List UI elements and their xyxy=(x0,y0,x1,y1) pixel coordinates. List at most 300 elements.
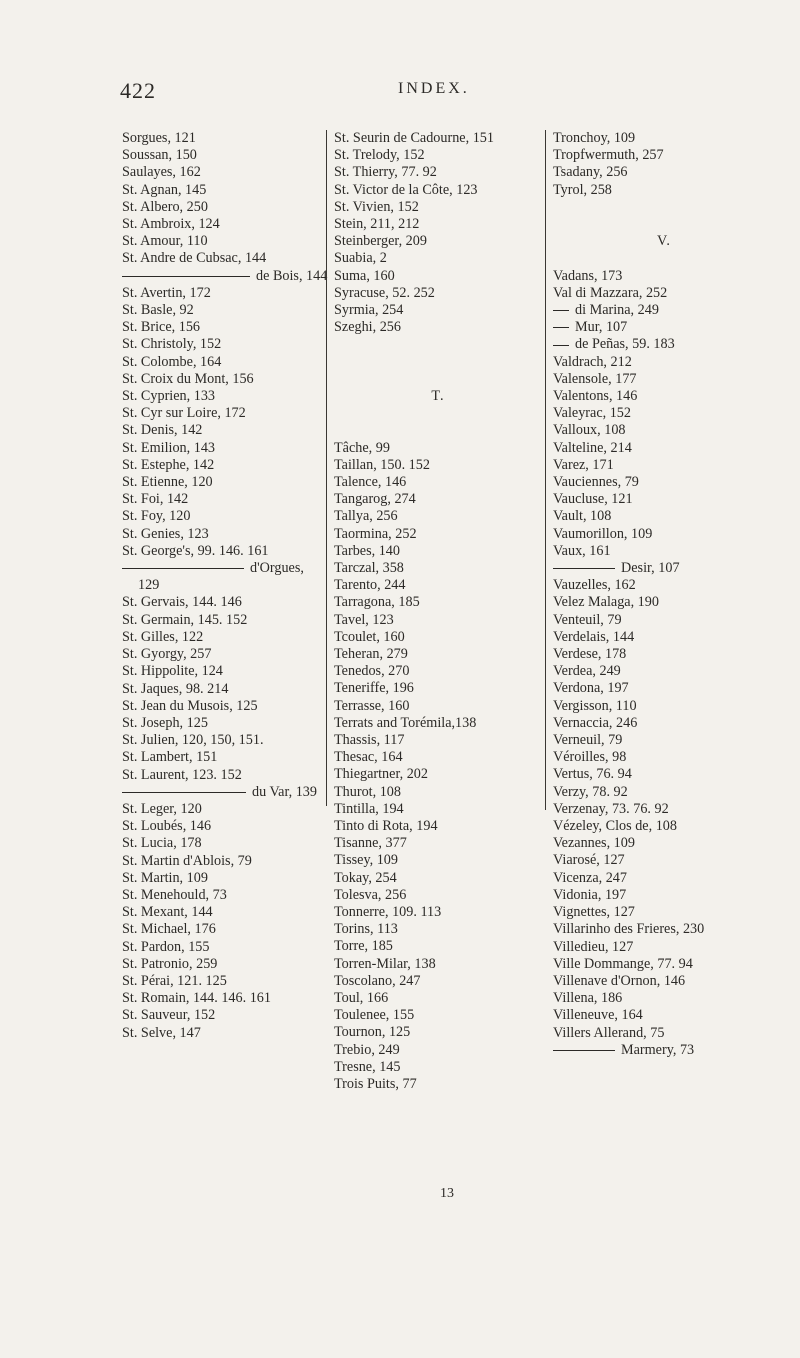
index-entry xyxy=(122,526,322,543)
index-entry-text: Thiegartner, 202 xyxy=(334,766,428,783)
index-entry xyxy=(553,680,775,697)
index-entry-text: St. Gervais, 144. 146 xyxy=(122,594,242,611)
index-entry-text: St. Jaques, 98. 214 xyxy=(122,680,229,697)
index-entry-text: St. Amour, 110 xyxy=(122,233,208,250)
index-entry-text: du Var, 139 xyxy=(252,783,317,800)
index-entry-text: Saulayes, 162 xyxy=(122,164,201,181)
index-entry-text: Valteline, 214 xyxy=(553,439,632,456)
index-entry-text: Vicenza, 247 xyxy=(553,869,627,886)
index-entry-text: Teheran, 279 xyxy=(334,646,408,663)
index-column-2 xyxy=(334,130,542,1093)
index-entry-text: Venteuil, 79 xyxy=(553,611,622,628)
index-entry xyxy=(122,870,322,887)
index-entry xyxy=(553,904,775,921)
index-entry xyxy=(122,491,322,508)
index-entry xyxy=(334,164,542,181)
index-entry-text: Tarento, 244 xyxy=(334,577,406,594)
index-entry xyxy=(334,1076,542,1093)
ditto-dash xyxy=(553,568,615,569)
index-entry-text: Taormina, 252 xyxy=(334,525,417,542)
index-entry xyxy=(122,199,322,216)
index-entry xyxy=(334,1007,542,1024)
index-entry-text: St. Hippolite, 124 xyxy=(122,663,223,680)
index-entry-text: Villena, 186 xyxy=(553,990,623,1007)
index-entry xyxy=(553,336,775,353)
running-head: INDEX. xyxy=(398,80,470,97)
index-entry xyxy=(122,698,322,715)
index-entry-text: Vaumorillon, 109 xyxy=(553,525,653,542)
index-entry-text: Trebio, 249 xyxy=(334,1041,400,1058)
index-entry xyxy=(122,457,322,474)
index-entry-text: Vignettes, 127 xyxy=(553,904,635,921)
index-entry xyxy=(122,921,322,938)
index-entry-text: St. Foi, 142 xyxy=(122,491,189,508)
index-entry-text: Vertus, 76. 94 xyxy=(553,766,632,783)
index-entry-text: Szeghi, 256 xyxy=(334,319,401,336)
index-entry-text: Tarragona, 185 xyxy=(334,594,420,611)
index-entry-text: St. Mexant, 144 xyxy=(122,904,213,921)
index-entry xyxy=(122,663,322,680)
index-entry xyxy=(553,715,775,732)
index-entry xyxy=(334,904,542,921)
index-entry xyxy=(553,852,775,869)
index-entry-text: St. Patronio, 259 xyxy=(122,955,218,972)
index-entry-text: Verzy, 78. 92 xyxy=(553,783,628,800)
index-entry-text: Steinberger, 209 xyxy=(334,233,427,250)
index-entry-text: Suabia, 2 xyxy=(334,250,387,267)
index-entry xyxy=(553,835,775,852)
index-entry xyxy=(553,629,775,646)
index-entry xyxy=(334,887,542,904)
index-entry-text: Viarosé, 127 xyxy=(553,852,625,869)
index-entry-text: Stein, 211, 212 xyxy=(334,216,420,233)
index-entry-text: St. Genies, 123 xyxy=(122,525,209,542)
index-entry-text: Valeyrac, 152 xyxy=(553,405,631,422)
index-entry-text: Mur, 107 xyxy=(575,319,628,336)
index-entry xyxy=(122,646,322,663)
index-entry-text: St. Leger, 120 xyxy=(122,800,202,817)
index-entry-text: St. Croix du Mont, 156 xyxy=(122,370,254,387)
index-entry xyxy=(122,508,322,525)
index-entry-text: Terrasse, 160 xyxy=(334,697,410,714)
index-entry-text: Tavel, 123 xyxy=(334,611,394,628)
ditto-dash xyxy=(553,1050,615,1051)
index-entry-text: Toscolano, 247 xyxy=(334,972,421,989)
index-entry xyxy=(553,130,775,147)
index-entry-text: Vaux, 161 xyxy=(553,542,611,559)
index-entry xyxy=(334,233,542,250)
index-entry xyxy=(122,267,328,285)
index-entry-text: Vezannes, 109 xyxy=(553,835,635,852)
index-entry-text: Tresne, 145 xyxy=(334,1058,401,1075)
index-entry xyxy=(553,457,775,474)
index-entry-text: St. Cyprien, 133 xyxy=(122,388,216,405)
index-entry-text: St. Martin, 109 xyxy=(122,869,208,886)
index-entry-text: St. Gilles, 122 xyxy=(122,628,204,645)
index-entry xyxy=(553,285,775,302)
index-entry xyxy=(334,870,542,887)
index-entry-text: St. Etienne, 120 xyxy=(122,474,213,491)
index-entry-text: Varez, 171 xyxy=(553,456,614,473)
index-entry-text: Verzenay, 73. 76. 92 xyxy=(553,800,669,817)
index-entry xyxy=(334,474,542,491)
index-entry xyxy=(122,801,322,818)
index-entry xyxy=(122,990,322,1007)
index-entry xyxy=(334,921,542,938)
section-letter: T. xyxy=(431,388,445,404)
index-entry-text: Syrmia, 254 xyxy=(334,302,404,319)
index-entry-text: St. Albero, 250 xyxy=(122,198,208,215)
index-entry xyxy=(122,853,322,870)
index-entry-text: St. Lambert, 151 xyxy=(122,749,218,766)
index-entry-text: Vaucluse, 121 xyxy=(553,491,633,508)
index-entry xyxy=(334,698,542,715)
index-entry-text: St. Victor de la Côte, 123 xyxy=(334,181,478,198)
index-entry xyxy=(334,543,542,560)
index-entry xyxy=(122,939,322,956)
index-entry xyxy=(122,973,322,990)
index-entry-text: St. Laurent, 123. 152 xyxy=(122,766,242,783)
index-entry-text: St. Agnan, 145 xyxy=(122,181,207,198)
index-entry-text: St. Germain, 145. 152 xyxy=(122,611,248,628)
index-entry xyxy=(122,440,322,457)
index-entry xyxy=(122,767,322,784)
index-entry-text: Tisanne, 377 xyxy=(334,835,407,852)
index-entry xyxy=(334,302,542,319)
index-entry xyxy=(334,577,542,594)
index-entry-text: St. Andre de Cubsac, 144 xyxy=(122,250,267,267)
index-entry-text: Vauzelles, 162 xyxy=(553,577,636,594)
index-entry-text: Terrats and Torémila,138 xyxy=(334,714,477,731)
index-entry-text: Talence, 146 xyxy=(334,473,407,490)
page-header xyxy=(0,78,800,108)
index-entry-text: St. Denis, 142 xyxy=(122,422,203,439)
index-entry xyxy=(553,371,775,388)
index-entry xyxy=(553,801,775,818)
index-entry-text: Thassis, 117 xyxy=(334,732,405,749)
ditto-dash xyxy=(553,327,569,328)
index-entry xyxy=(334,973,542,990)
index-entry xyxy=(334,285,542,302)
index-entry xyxy=(122,164,322,181)
index-entry xyxy=(553,1042,775,1059)
index-entry-text: Villenave d'Ornon, 146 xyxy=(553,972,686,989)
index-entry-text: St. Gyorgy, 257 xyxy=(122,646,212,663)
index-entry-text: St. Menehould, 73 xyxy=(122,886,227,903)
index-entry xyxy=(334,199,542,216)
index-entry-text: Marmery, 73 xyxy=(621,1041,695,1058)
index-entry-text: Villedieu, 127 xyxy=(553,938,634,955)
index-column-3 xyxy=(553,130,775,1059)
index-entry xyxy=(334,766,542,783)
index-entry-text: Tâche, 99 xyxy=(334,439,390,456)
index-entry xyxy=(553,749,775,766)
index-entry-text: Tonnerre, 109. 113 xyxy=(334,904,442,921)
index-entry-text: St. Selve, 147 xyxy=(122,1024,201,1041)
index-entry xyxy=(122,560,322,594)
index-entry xyxy=(122,147,322,164)
index-entry xyxy=(334,319,542,336)
index-entry-text: Tintilla, 194 xyxy=(334,800,404,817)
index-entry-text: Vernaccia, 246 xyxy=(553,714,638,731)
index-entry-text: Valdrach, 212 xyxy=(553,353,632,370)
index-entry-text: St. Loubés, 146 xyxy=(122,818,212,835)
index-entry-text: Tallya, 256 xyxy=(334,508,398,525)
index-entry xyxy=(553,577,775,594)
index-entry xyxy=(122,354,322,371)
index-entry-text: Verdese, 178 xyxy=(553,646,627,663)
index-entry-text: Tenedos, 270 xyxy=(334,663,410,680)
index-entry xyxy=(122,233,322,250)
index-entry-text: St. Pérai, 121. 125 xyxy=(122,972,227,989)
index-entry-text: Torins, 113 xyxy=(334,921,398,938)
index-entry-text: de Peñas, 59. 183 xyxy=(575,336,675,353)
index-entry xyxy=(334,560,542,577)
index-entry-text: Valloux, 108 xyxy=(553,422,626,439)
index-entry xyxy=(122,336,322,353)
index-entry xyxy=(122,216,322,233)
index-entry xyxy=(122,784,322,801)
index-entry-text: Verneuil, 79 xyxy=(553,732,623,749)
index-entry-text: Val di Mazzara, 252 xyxy=(553,284,668,301)
index-entry xyxy=(553,732,775,749)
section-letter: V. xyxy=(657,233,671,250)
index-entry xyxy=(553,526,775,543)
index-entry xyxy=(122,250,322,267)
index-entry-text: Verdelais, 144 xyxy=(553,628,635,645)
index-entry xyxy=(122,818,322,835)
index-entry xyxy=(122,130,322,147)
index-entry xyxy=(553,594,775,611)
index-entry xyxy=(122,956,322,973)
index-entry-text: St. Christoly, 152 xyxy=(122,336,222,353)
index-entry xyxy=(334,130,542,147)
index-entry-text: Vault, 108 xyxy=(553,508,612,525)
index-entry xyxy=(334,1024,542,1041)
index-entry xyxy=(334,491,542,508)
index-entry-text: Vauciennes, 79 xyxy=(553,474,639,491)
index-entry xyxy=(553,319,775,336)
index-entry xyxy=(334,852,542,869)
index-entry xyxy=(334,784,542,801)
index-entry-text: Tcoulet, 160 xyxy=(334,628,405,645)
index-entry xyxy=(122,285,322,302)
index-entry-text: Taillan, 150. 152 xyxy=(334,456,430,473)
index-entry xyxy=(122,474,322,491)
index-entry xyxy=(334,956,542,973)
column-rule-2 xyxy=(545,130,546,810)
index-entry-text: Soussan, 150 xyxy=(122,147,197,164)
index-entry xyxy=(334,715,542,732)
index-entry-text: Villarinho des Frieres, 230 xyxy=(553,921,705,938)
index-entry xyxy=(553,164,775,181)
page-number: 422 xyxy=(120,78,156,103)
index-entry xyxy=(553,508,775,525)
index-entry xyxy=(553,422,775,439)
index-entry xyxy=(122,715,322,732)
index-entry xyxy=(553,543,775,560)
index-entry-text: Tarbes, 140 xyxy=(334,542,400,559)
index-entry xyxy=(553,354,775,371)
index-entry-text: Tangarog, 274 xyxy=(334,491,416,508)
index-entry-text: Torre, 185 xyxy=(334,938,393,955)
index-entry xyxy=(553,990,775,1007)
index-entry xyxy=(553,560,775,577)
index-entry xyxy=(553,818,775,835)
index-entry xyxy=(553,1007,775,1024)
index-entry-text: Verdona, 197 xyxy=(553,680,629,697)
index-entry xyxy=(334,612,542,629)
index-entry xyxy=(553,474,775,491)
index-entry-text: St. Michael, 176 xyxy=(122,921,216,938)
index-entry xyxy=(122,612,322,629)
index-entry-text: St. Martin d'Ablois, 79 xyxy=(122,852,252,869)
index-entry-text: St. Estephe, 142 xyxy=(122,456,215,473)
index-entry-text: St. Jean du Musois, 125 xyxy=(122,697,258,714)
index-entry-text: St. Sauveur, 152 xyxy=(122,1007,216,1024)
index-entry-text: St. Julien, 120, 150, 151. xyxy=(122,732,264,749)
index-entry xyxy=(553,663,775,680)
index-entry xyxy=(553,956,775,973)
index-entry-text: St. Colombe, 164 xyxy=(122,353,222,370)
index-entry xyxy=(334,629,542,646)
index-entry-text: Véroilles, 98 xyxy=(553,749,627,766)
index-entry xyxy=(334,182,542,199)
index-entry xyxy=(553,268,775,285)
ditto-dash xyxy=(553,345,569,346)
index-entry xyxy=(553,440,775,457)
index-entry-text: Vidonia, 197 xyxy=(553,886,627,903)
index-entry xyxy=(334,147,542,164)
index-entry-text: Desir, 107 xyxy=(621,560,680,577)
index-entry xyxy=(334,216,542,233)
index-entry xyxy=(334,801,542,818)
index-entry xyxy=(122,182,322,199)
index-entry xyxy=(553,612,775,629)
index-entry-text: St. Seurin de Cadourne, 151 xyxy=(334,130,494,146)
index-entry-text: St. Brice, 156 xyxy=(122,319,201,336)
index-entry-text: Torren-Milar, 138 xyxy=(334,955,436,972)
index-entry-text: Suma, 160 xyxy=(334,267,395,284)
index-entry-text: Ville Dommange, 77. 94 xyxy=(553,955,693,972)
index-entry xyxy=(553,921,775,938)
index-entry-text: Valentons, 146 xyxy=(553,388,638,404)
index-entry-text: Teneriffe, 196 xyxy=(334,680,414,697)
index-entry-text: Villeneuve, 164 xyxy=(553,1007,643,1024)
index-entry-text: Villers Allerand, 75 xyxy=(553,1024,665,1041)
index-entry-text: Thurot, 108 xyxy=(334,783,401,800)
index-entry-text: Vadans, 173 xyxy=(553,267,623,284)
index-entry xyxy=(122,319,322,336)
index-entry xyxy=(122,887,322,904)
index-entry xyxy=(122,302,322,319)
index-entry xyxy=(334,938,542,955)
index-entry-text: Tropfwermuth, 257 xyxy=(553,147,664,164)
index-entry-text: Thesac, 164 xyxy=(334,749,403,766)
index-entry-text: Vézeley, Clos de, 108 xyxy=(553,818,677,835)
index-entry-text: Trois Puits, 77 xyxy=(334,1076,417,1093)
index-entry xyxy=(122,1007,322,1024)
index-entry xyxy=(553,887,775,904)
index-entry xyxy=(334,749,542,766)
index-entry xyxy=(122,681,322,698)
index-entry xyxy=(553,182,775,199)
ditto-dash xyxy=(122,792,246,793)
index-entry xyxy=(122,904,322,921)
index-entry xyxy=(334,250,542,267)
index-entry-text: St. Romain, 144. 146. 161 xyxy=(122,990,271,1007)
index-entry xyxy=(334,835,542,852)
index-entry xyxy=(122,371,322,388)
index-entry-text: Valensole, 177 xyxy=(553,370,637,387)
index-entry-text: St. Trelody, 152 xyxy=(334,147,425,164)
index-entry xyxy=(334,818,542,835)
index-entry-text: St. Joseph, 125 xyxy=(122,714,208,731)
index-entry xyxy=(553,698,775,715)
index-entry-text: Verdea, 249 xyxy=(553,663,621,680)
ditto-dash xyxy=(553,310,569,311)
index-entry xyxy=(334,1059,542,1076)
ditto-dash xyxy=(122,568,244,569)
index-entry xyxy=(122,1025,322,1042)
index-entry xyxy=(553,766,775,783)
index-entry-text: Vergisson, 110 xyxy=(553,697,637,714)
ditto-dash xyxy=(122,276,250,277)
index-entry xyxy=(334,268,542,285)
index-entry xyxy=(334,594,542,611)
index-entry-text: St. Emilion, 143 xyxy=(122,439,216,456)
index-entry-text: Tyrol, 258 xyxy=(553,181,612,198)
index-entry xyxy=(334,732,542,749)
index-entry xyxy=(553,784,775,801)
index-entry xyxy=(122,388,322,405)
index-entry-text: Syracuse, 52. 252 xyxy=(334,284,435,301)
index-entry xyxy=(334,680,542,697)
index-entry-text: Tsadany, 256 xyxy=(553,164,628,181)
signature-mark: 13 xyxy=(440,1186,454,1201)
index-entry xyxy=(334,440,542,457)
index-entry xyxy=(553,870,775,887)
index-entry-text: Toulenee, 155 xyxy=(334,1007,415,1024)
index-entry xyxy=(553,646,775,663)
index-entry xyxy=(122,543,322,560)
index-entry xyxy=(553,405,775,422)
index-entry-text: St. George's, 99. 146. 161 xyxy=(122,542,269,559)
index-entry xyxy=(122,422,322,439)
index-entry xyxy=(122,749,322,766)
index-entry xyxy=(122,732,322,749)
index-column-1 xyxy=(122,130,328,1042)
index-entry-text: Tinto di Rota, 194 xyxy=(334,818,438,835)
index-entry-text: St. Ambroix, 124 xyxy=(122,216,220,233)
index-entry-text: Tarczal, 358 xyxy=(334,560,404,576)
index-entry-text: di Marina, 249 xyxy=(575,301,659,318)
index-entry-text: Toul, 166 xyxy=(334,990,389,1007)
index-entry-text: St. Lucia, 178 xyxy=(122,835,202,852)
index-entry xyxy=(553,939,775,956)
index-entry-text: d'Orgues, 129 xyxy=(138,560,304,594)
index-entry-text: St. Basle, 92 xyxy=(122,302,194,319)
index-entry-text: St. Cyr sur Loire, 172 xyxy=(122,405,246,422)
index-entry xyxy=(334,646,542,663)
index-entry xyxy=(553,388,775,405)
index-entry xyxy=(553,302,775,319)
index-entry-text: Tissey, 109 xyxy=(334,852,398,869)
index-entry-text: St. Vivien, 152 xyxy=(334,198,419,215)
index-entry xyxy=(334,1042,542,1059)
index-entry xyxy=(334,508,542,525)
column-rule-1 xyxy=(326,130,327,806)
